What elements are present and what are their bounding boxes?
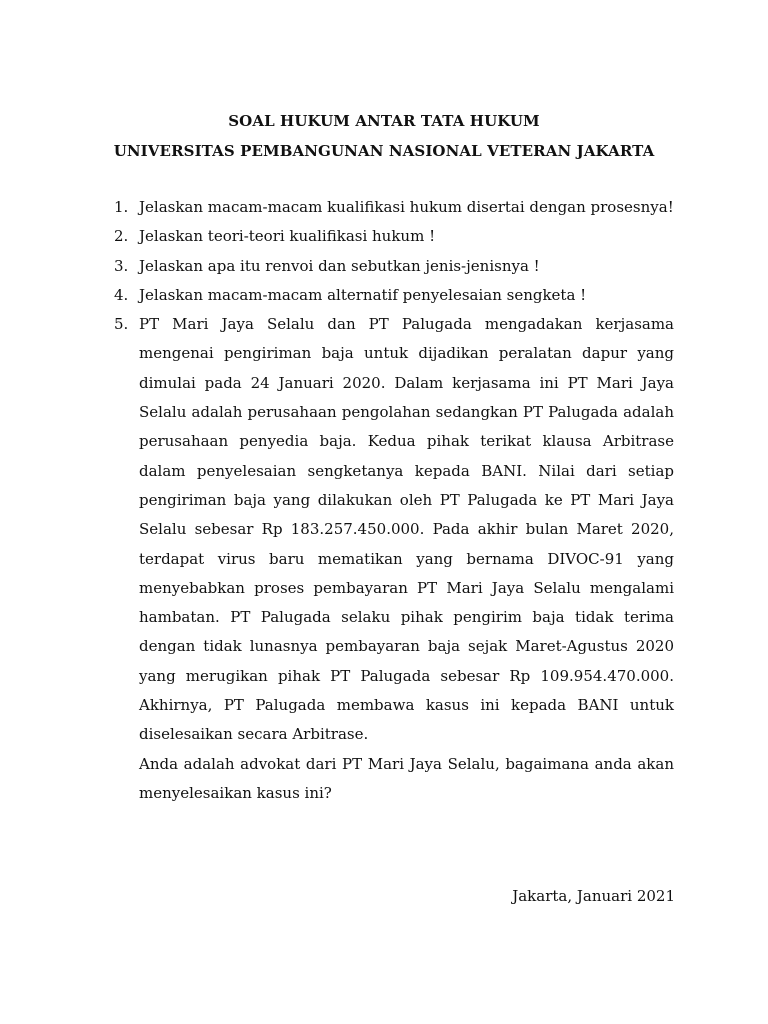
question-1	[106, 193, 674, 222]
question-text: Jelaskan apa itu renvoi dan sebutkan jenis-jenisnya !	[139, 256, 540, 275]
document-header	[0, 106, 768, 166]
question-list	[106, 193, 674, 808]
question-text: Jelaskan macam-macam alternatif penyelesaian sengketa !	[139, 285, 587, 304]
question-number: 2.	[114, 227, 129, 246]
document-title: SOAL HUKUM ANTAR TATA HUKUM	[228, 112, 540, 130]
case-description: PT Mari Jaya Selalu dan PT Palugada mengadakan kerjasama mengenai pengiriman baja untuk dijadikan peralatan dapur yang dimulai pada 24 Januari 2020. Dalam kerjasama ini PT Mari Jaya Selalu adalah perusahaan pengolahan sedangkan PT Palugada adalah perusahaan penyedia baja. Kedua pihak terikat klausa Arbitrase dalam penyelesaian sengketanya kepada BANI. Nilai dari setiap pengiriman baja yang dilakukan oleh PT Palugada ke PT Mari Jaya Selalu sebesar Rp 183.257.450.000. Pada akhir bulan Maret 2020, terdapat virus baru mematikan yang bernama DIVOC-91 yang menyebabkan proses pembayaran PT Mari Jaya Selalu mengalami hambatan. PT Palugada selaku pihak pengirim baja tidak terima dengan tidak lunasnya pembayaran baja sejak Maret-Agustus 2020 yang merugikan pihak PT Palugada sebesar Rp 109.954.470.000. Akhirnya, PT Palugada membawa kasus ini kepada BANI untuk diselesaikan secara Arbitrase.	[139, 315, 674, 744]
question-number: 3.	[114, 256, 129, 275]
case-question: Anda adalah advokat dari PT Mari Jaya Selalu, bagaimana anda akan menyelesaikan kasus ini?	[139, 754, 674, 802]
question-2	[106, 222, 674, 251]
question-text: Jelaskan macam-macam kualifikasi hukum disertai dengan prosesnya!	[139, 198, 674, 216]
institution-name: UNIVERSITAS PEMBANGUNAN NASIONAL VETERAN JAKARTA	[113, 142, 655, 160]
question-4	[106, 281, 674, 310]
place-date-signoff: Jakarta, Januari 2021	[512, 887, 675, 905]
question-5	[106, 310, 674, 808]
question-number: 1.	[114, 198, 129, 216]
question-number: 5.	[114, 315, 129, 334]
question-number: 4.	[114, 285, 129, 304]
question-text: Jelaskan teori-teori kualifikasi hukum !	[139, 227, 436, 246]
question-3	[106, 252, 674, 281]
